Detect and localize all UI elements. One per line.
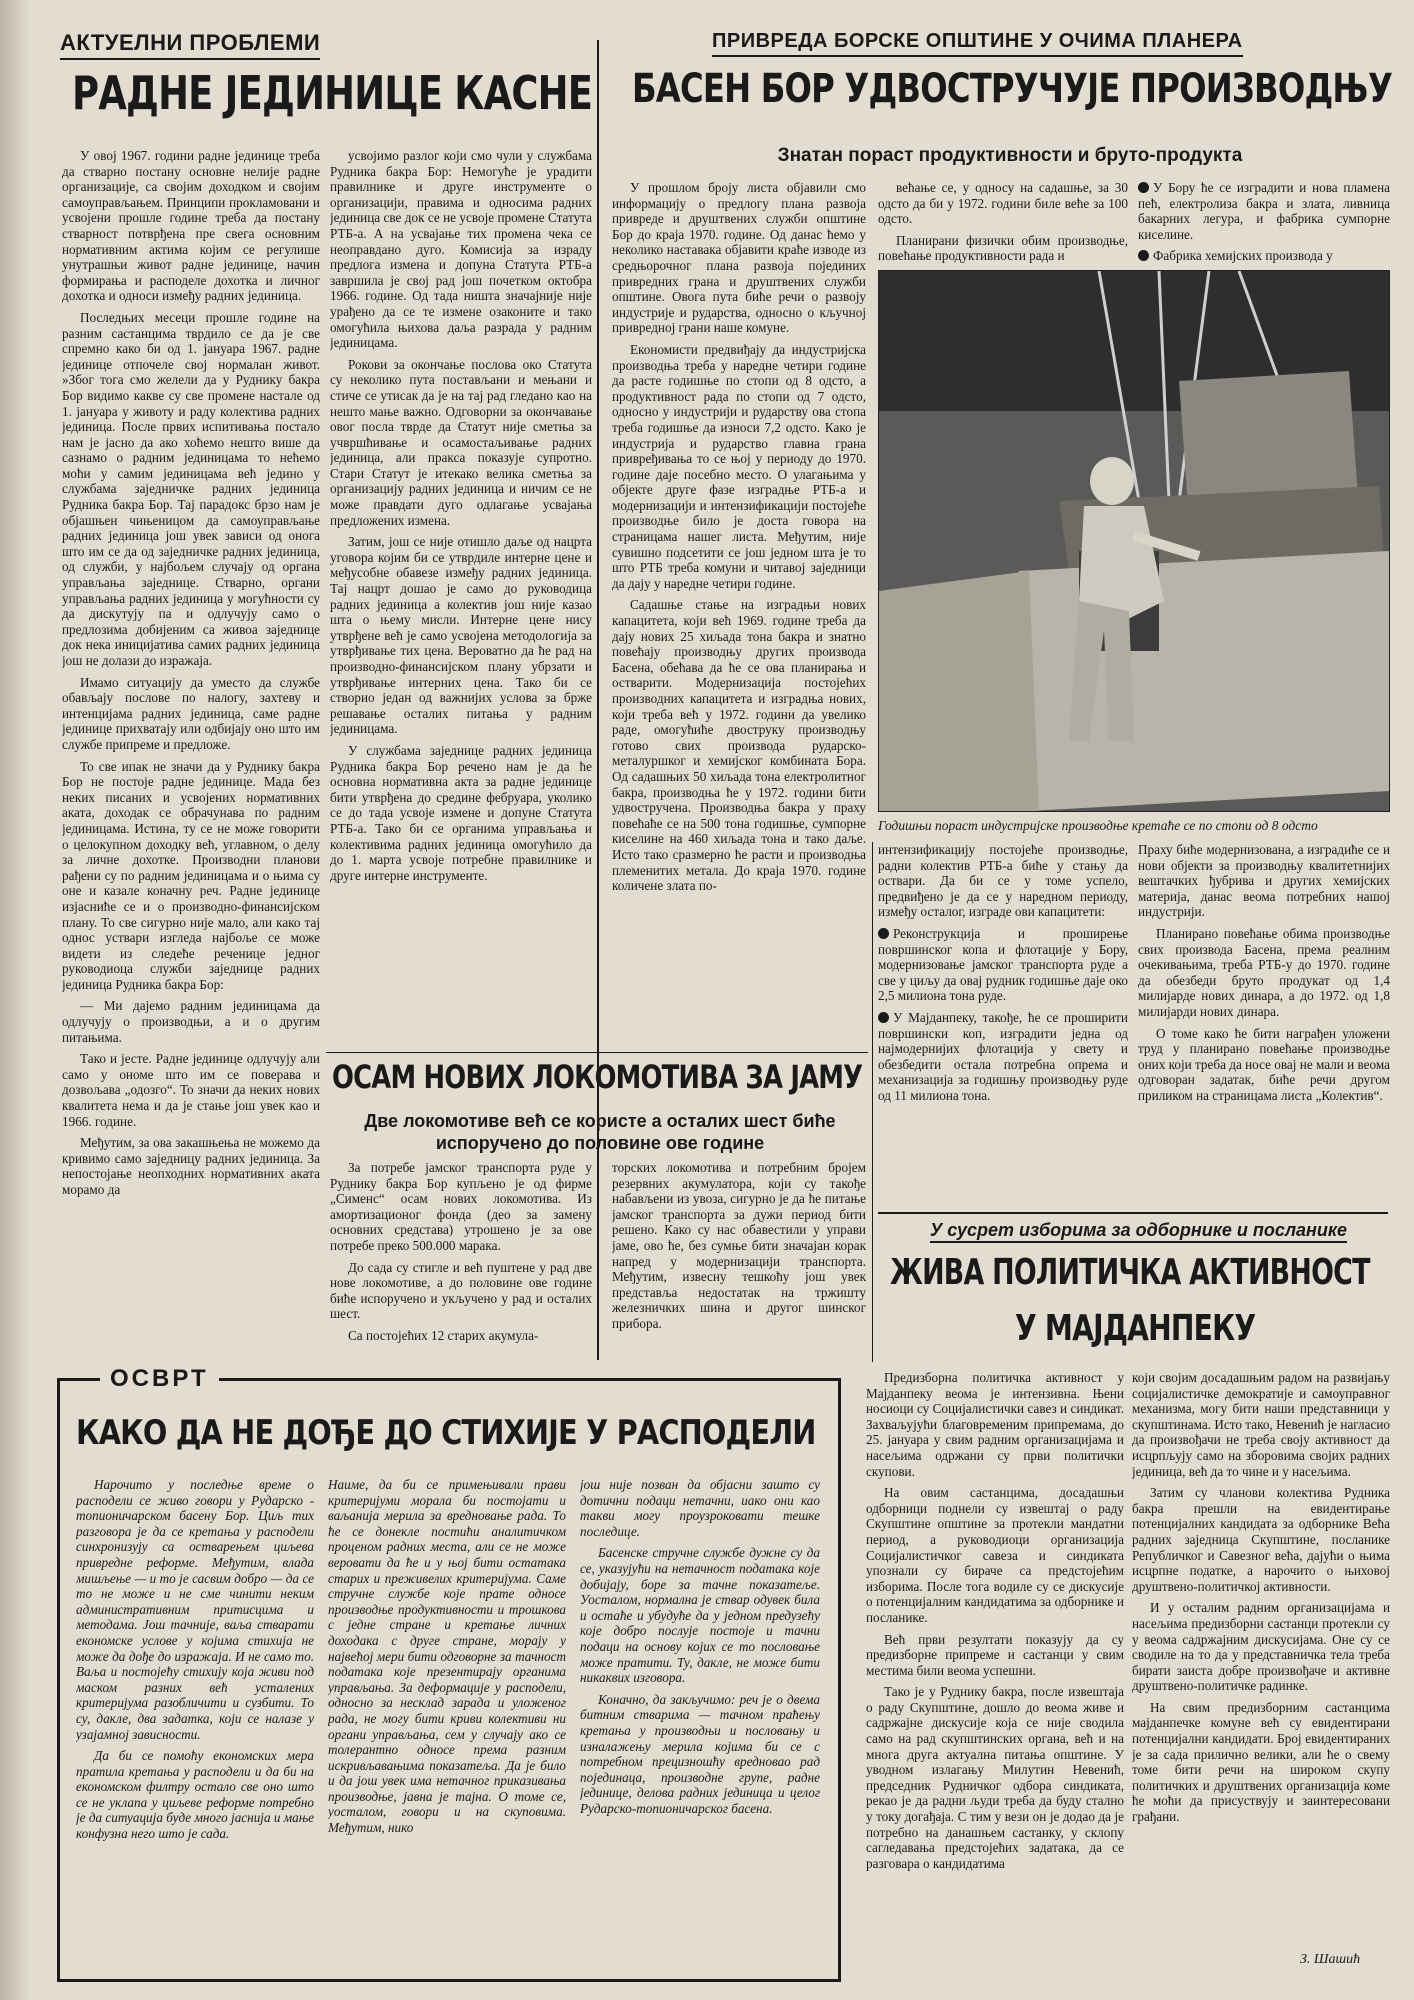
paragraph: За потребе јамског транспорта руде у Руднику бакра Бор купљено је од фирме „Сименс“ осам нових локомотива. Из амортизационог фонда (део за замену основних средстава) утрошено је за ове потребе преко 500.000 марака. [330,1160,592,1253]
bullet-item [878,1010,1128,1104]
photo-worker-copper-ingots [878,270,1390,812]
section-rule [878,1212,1388,1214]
paragraph: Планирани физички обим производње, повећање продуктивности рада и [878,232,1128,264]
right-kicker: ПРИВРЕДА БОРСКЕ ОПШТИНЕ У ОЧИМА ПЛАНЕРА [712,30,1243,57]
paragraph: усвојимо разлог који смо чули у службама Рудника бакра Бор: Немогуће је урадити правилнике и друге инструменте о организацији, правима и односима радних јединица све док се не усвоје промене Статута РТБ-а. А на усвајање тих промена чека се неоправдано дуго. Комисија за израду предлога измена и допуна Статута РТБ-а завршила је свој рад још почетком октобра 1966. године. Од тада ништа значајније није урађено да се те измене озаконите и тако омогућила њихова даља разрада у радним јединицама. [330,148,592,351]
column-rule [872,842,873,1362]
osvrt-col1 [76,1477,314,1969]
osvrt-label: ОСВРТ [100,1365,219,1393]
paragraph: У овој 1967. години радне јединице треба да стварно постану основне нелије радне организације, са својим доходком и својим самоуправљањем. Принципи прокламовани и усвојени прошле године треба да постану стварност потврђена пре свега основним нормативним актима којим се регулише унутрашњи живот радне јединице, начин формирања и расподеле дохотка и личног дохотка и односи између радних јединица. [62,148,320,304]
paragraph: још није позван да објасни зашто су дотични подаци нетачни, иако они као такви могу проузроковати тешке последице. [580,1477,820,1539]
paragraph: О томе како ће бити награђен уложени труд у планирано повећање производње оних који треба да носе овај не мали и веома одговоран задатак, биће речи другом приликом на страницама листа „Колектив“. [1138,1025,1390,1103]
bullet-item [1138,180,1390,242]
paragraph: Затим су чланови колектива Рудника бакра прешли на евидентирање потенцијалних кандидата за одборнике Већа радних заједница Скупштине, посланике Републичког и Савезног већа, дајући о њима исцрпне податке, а нарочито о њиховој друштвено-политичкој активности. [1132,1485,1390,1594]
paragraph: већање се, у односу на садашње, за 30 одсто да би у 1972. години биле веће за 100 одсто. [878,180,1128,227]
left-article-col2 [330,148,592,1128]
paragraph: Тако и јесте. Радне јединице одлучују али само у ономе што им се поверава и дозвољава „одозго“. То значи да неких нових квалитета нема и да је стање још увек као и 1966. године. [62,1051,320,1129]
osvrt-box [57,1365,841,1982]
bullet-icon [1138,250,1149,261]
bullet-icon [1138,182,1149,193]
paragraph: Већ први резултати показују да су предизборне припреме и састанци у свим местима били веома успешни. [866,1631,1124,1678]
paragraph: Да би се помоћу економских мера пратила кретања у расподели и да би на економском филтру остало све оно што се не уклапа у циљеве реформе потребно је да ситуација буде много јаснија и мање конфузна него што је сада. [76,1748,314,1842]
bullet-icon [878,1012,889,1023]
election-col2 [1132,1370,1390,1944]
photo-illustration [879,271,1389,811]
right-article-col2b [878,842,1128,1212]
paragraph: Предизборна политичка активност у Мајданпеку веома је интензивна. Њени носиоци су Социјалистички савез и синдикат. Захваљујући благовременим припремама, до 25. јануара у свим радним организацијама и насељима одржани су први политички скупови. [866,1370,1124,1479]
paragraph: Наиме, да би се примењивали прави критеријуми морала би постојати и ваљанија мерила за вредновање рада. То ће се донекле постићи аналитичком проценом радних места, али се не може веровати да ће и у њој бити остатака старих и преживелих критеријума. Саме стручне службе које прате односе производње продуктивности и трошкова с једне стране и кретање личних доходака с друге стране, морају у највећој мери бити одговорне за тачност података које презентирају органима управљања. За деформације у расподели, односно за несклад зарада и уложеног рада, не могу бити криви колективи ни органи управљања, сем у случају ако се толерантно односе према разним искривљавањима показатеља. Да је било и да још увек има нетачног приказивања производње, јавна је тајна. О томе се, уосталом, говори и на скуповима. Међутим, нико [328,1477,566,1836]
bullet-text: Реконструкција и проширење површинског копа и флотације у Бору, модернизовање јамског транспорта руде а све у циљу да овај рудник годишње даје око 2,5 милиона тона руде. [878,925,1128,1004]
paragraph: Праху биће модернизована, а изградиће се и нови објекти за производњу квалитетнијих вештачких ђубрива и других хемијских материја, данас веома потребних нашој индустрији. [1138,842,1390,920]
paragraph: — Ми дајемо радним јединицама да одлучују о производњи, а и о другим питањима. [62,998,320,1045]
election-kicker: У сусрет изборима за одборнике и посланике [930,1220,1347,1243]
paragraph: Међутим, за ова закашњења не можемо да кривимо само заједницу радних јединица. За непостојање неопходних нормативних аката морамо да [62,1135,320,1197]
osvrt-col2 [328,1477,566,1969]
paragraph: Последњих месеци прошле године на разним састанцима тврдило се да је све спремно како би од 1. јануара 1967. радне јединице отпочеле свој нормалан живот. »Због тога смо желели да у Руднику бакра Бор видимо какве су све промене настале од 1. јануара у животу и раду колектива радних јединица. После првих испитивања постало нам је јасно да ако хоћемо нешто више да сазнамо о радним јединицама то нећемо моћи у самим јединицама већ једино у службама заједничке радних јединица Рудника бакра Бор. Тај парадокс брзо нам је објашњен чињеницом да самоуправљање радних јединица још увек зависи од онога што им се да од заједничке радних јединица, од служби, у најбољем случају од органа управљања заједнице. Стварно, органи управљања радних јединица у могућности су да дискутују па и одлучују само о предлозима добијеним са живоа заједнице док нека иницијатива самих радних јединица још не долази до изражаја. [62,309,320,668]
paragraph: Рокови за окончање послова око Статута су неколико пута постављани и мењани и стиче се утисак да је на тај рад гледано као на нешто мање важно. Одговорни за окончавање овог посла тврде да Статут није сметња за учвршћивање и осамостаљивање радних јединица, али пракса показује супротно. Стари Статут је итекако велика сметња за организацију радних јединица и ничим се не може правдати дуго одлагање усвајања предложених измена. [330,356,592,528]
paragraph: До сада су стигле и већ пуштене у рад две нове локомотиве, а до половине ове године биће испоручено и укључено у рад и осталих шест. [330,1259,592,1322]
paragraph: У прошлом броју листа објавили смо информацију о предлогу плана развоја привреде и друштвених служби општине Бор до краја 1970. године. Од данас ћемо у неколико наставака објавити краће изводе из средњорочног плана развоја појединих привредних грана и друштвених служби општине. Овога пута биће речи о развоју индустрије и рударства, односно о кључној привредној грани наше комуне. [612,180,866,336]
paragraph: торских локомотива и потребним бројем резервних акумулатора, који су такође набављени из увоза, сигурно је да ће питање јамског транспорта за дужи период бити решено. Како су нас обавестили у управи јаме, ово ће, без сумње бити значајан корак напред у модернизацији транспорта. Међутим, извесну тешкоћу још увек представља недостатак на тржишту железничких шина и другог шинског прибора. [612,1160,866,1331]
osvrt-title: КАКО ДА НЕ ДОЂЕ ДО СТИХИЈЕ У РАСПОДЕЛИ [76,1413,816,1453]
paragraph: који својим досадашњим радом на развијању социјалистичке демократије и самоуправног механизма, могу бити наши представници у скупштинама. Исто тако, Невенић је нагласио да произвођачи не треба своју активност да исцрпљују само на зборовима својих радних јединица, већ да то чине и у насељима. [1132,1370,1390,1479]
paragraph: Планирано повећање обима производње свих производа Басена, према реалним очекивањима, треба РТБ-у до 1970. године да обезбеди бруто продукат од 1,4 милијарде нових динара, а до 1972. од 1,8 милијарди нових динара. [1138,925,1390,1019]
paragraph: Економисти предвиђају да индустријска производња треба у наредне четири године да расте годишње по стопи од 8 одсто, а продуктивност рада по стопи од 7 одсто, односно у индустрији и рударству ова стопа треба годишње да износи 7,2 одсто. Како је индустрија и рударство главна грана привређивања то се њој у периоду до 1970. године даје посебно место. О улагањима у објекте друге фазе изградње РТБ-а и модернизацији и интензификацији постојеће производње било је доста говора на страницама нашег листа. Међутим, није сувишно подсетити се још једном шта је то што РТБ треба комуни и читавој заједници да дају у наредне четири године. [612,341,866,591]
left-article-col1 [62,148,320,1346]
paragraph: Имамо ситуацију да уместо да службе обављају послове по налогу, захтеву и интенцијама радних јединица, саме радне јединице прихватају или одбијају оно што им службе припреме и предложе. [62,674,320,752]
bullet-item [878,926,1128,1004]
right-article-col3 [1138,180,1390,268]
locomotive-subtitle: Две локомотиве већ се користе а осталих шест биће испоручено до половине ове године [364,1111,836,1153]
paragraph: Нарочито у последње време о расподели се живо говори у Рударско - топионичарском басену Бор. Циљ тих разговора је да се кретања у расподели синхронизују са остварењем циљева привредне реформе. Међутим, влада мишљење — и то је сасвим добро — да се то не може и не сме чинити неким административним притисцима и методама. Још тачније, ваља стварати економске услове у којима стихија не може да дође до изражаја. И не само то. Ваља и постојећу стихију која живи под маском разних већ усталених критеријума разобличити и сузбити. То су, дакле, два задатка, који се налазе у узајамној зависности. [76,1477,314,1742]
right-article-col2 [878,180,1128,268]
paragraph: Садашње стање на изградњи нових капацитета, који већ 1969. године треба да дају нових 25 хиљада тона бакра и знатно повећају производњу других производа Басена, обећава да ће се ова планирања и остварити. Модернизација постојећих производних капацитета и изградња нових, који треба већ у 1972. години да увелико раде, омогућиће двоструку производњу готово свих производа рударско-металуршког и хемијског комбината Бора. Од садашњих 50 хиљада тона електролитног бакра, производња ће у 1972. години бити удвостручена. Производња бакра у праху повећаће се на 500 тона годишње, сумпорне киселине на 460 хиљада тона и тако даље. Исто тако сразмерно ће расти и производња племенитих метала. До краја 1970. године количене злата по- [612,597,866,894]
paragraph: То све ипак не значи да у Руднику бакра Бор не постоје радне јединице. Мада без неких писаних и усвојених нормативних аката, доходак се обрачунава по радним јединицама. Истина, ту се не може говорити о целокупном доходку већ, углавном, о делу за личне дохотке. Производни планови рађени су по радним јединицама и о њима су оне и казале коначну реч. Радне јединице изјасниће се и о производно-финансијском плану. То све сигурно није мало, али како тај однос уствари изгледа најбоље се може видети из следеће реченице једног руководиоца служби заједнице радних јединица Рудника бакра Бор: [62,758,320,992]
paragraph: интензификацију постојеће производње, радни колектив РТБ-а биће у стању да оствари. Да би се у томе успело, предвиђено је да се у наредном периоду, између осталог, изграде ови капацитети: [878,842,1128,920]
election-title-line2: У МАЈДАНПЕКУ [1015,1308,1256,1349]
paragraph: И у осталим радним организацијама и насељима предизборни састанци протекли су у веома садржајним дискусијама. Оне су се сводиле на то да у представничка тела треба бирати заиста добре произвођаче и активне друштвено-политичке радинке. [1132,1600,1390,1694]
left-kicker: АКТУЕЛНИ ПРОБЛЕМИ [60,30,320,60]
locomotive-title: ОСАМ НОВИХ ЛОКОМОТИВА ЗА ЈАМУ [332,1058,863,1096]
bullet-text: У Мајданпеку, такође, ће се проширити површински коп, изградити једна од најмодернијих флотација у свету и обезбедити остала потребна опрема и механизација за годишњу производњу руде од 11 милиона тона. [878,1009,1128,1103]
paragraph: Са постојећих 12 старих акумула- [348,1327,539,1343]
paragraph: Коначно, да закључимо: реч је о двема битним стварима — тачном праћењу кретања у производњи и пословању и изналажењу мерила којима би се с потребном прецизношћу вредновао рад појединаца, производне групе, радне јединице, делова радних јединица и целог Рударско-топионичарског басена. [580,1691,820,1816]
right-subtitle: Знатан пораст продуктивности и бруто-продукта [777,145,1243,166]
page-edge-shadow [0,0,30,2000]
right-title: БАСЕН БОР УДВОСТРУЧУЈЕ ПРОИЗВОДЊУ [632,66,1393,112]
column-rule [597,40,599,1360]
paragraph: На свим предизборним састанцима мајданпечке комуне већ су евидентирани потенцијални кандидати. Број евидентираних је за сада прилично велики, али ће о свему томе бити речи на широком скупу политичких и друштвених организација коме ће моћи да присуствују и заинтересовани грађани. [1132,1699,1390,1825]
osvrt-col3 [580,1477,820,1969]
section-rule [326,1052,868,1053]
election-signature: З. Шашић [1300,1952,1361,1967]
paragraph: Затим, још се није отишло даље од нацрта уговора којим би се утврдиле интерне цене и међусобне обавезе између радних јединица. Тај нацрт дошао је само до руководица радних јединица а колектив још није казао шта о њему мисли. Интерне цене нису утврђене већ је само усвојена методологија за утврђивање тих цена. Вероватно да ће рад на производно-финансијском плану убрзати и утврђивање интерних цена. Тако би се створио један од важнијих услова за брже решавање осталих питања у радним јединицама. [330,534,592,737]
election-title-line1: ЖИВА ПОЛИТИЧКА АКТИВНОСТ [890,1252,1370,1293]
paragraph: Басенске стручне службе дужне су да се, указујући на нетачност података које добијају, боре за тачне показатеље. Уосталом, нормална је ствар одувек била и остаће и убудуће да у једном предузећу које добро послује постоје и тачни подаци на основу којих се то пословање може пратити. Ту, дакле, не може бити никаквих изговора. [580,1545,820,1686]
left-title: РАДНЕ ЈЕДИНИЦЕ КАСНЕ [72,66,593,120]
paragraph: Тако је у Руднику бакра, после извештаја о раду Скупштине, дошло до веома живе и садржајне дискусије која се није сводила само на рад скупштинских органа, већ и на многа друга актуална питања општине. У уводном излагању Милутин Невенић, председник Рудничког одбора синдиката, рекао је да радни људи треба да буду стално у току догађаја. С тим у вези он је додао да је потребно на данашњем састанку, у склопу сагледавања предстојећих задатака, да се разговара о кандидатима [866,1684,1124,1871]
bullet-item [1138,248,1390,264]
election-col1 [866,1370,1124,1976]
locomotive-col1 [330,1160,592,1356]
locomotive-col2 [612,1160,866,1356]
paragraph: На овим састанцима, досадашњи одборници поднели су извештај о раду Скупштине општине за протекли мандатни период, а руководиоци организација Социјалистичког савеза и синдиката упознали су бираче са предстојећим изборима. После тога водиле су се дискусије о потенцијалним кандидатима за одборнике и посланике. [866,1485,1124,1625]
right-article-col3b [1138,842,1390,1212]
bullet-text: Фабрика хемијских производа у [1153,248,1333,264]
bullet-text: У Бору ће се изградити и нова пламена пећ, електролиза бакра и злата, ливница бакарних легура, и фабрика сумпорне киселине. [1138,180,1390,242]
photo-caption: Годишњи пораст индустријске производње кретаће се по стопи од 8 одсто [878,818,1318,833]
bullet-icon [878,928,889,939]
paragraph: У службама заједнице радних јединица Рудника бакра Бор речено нам је да ће основна нормативна акта за радне јединице бити утврђена до средине фебруара, уколико се до тада усвоје измене и допуне Статута РТБ-а. Тако би се органима управљања и колективима радних јединица омогућило да до 1. марта усвоје потребне правилнике и друге интерне инструменте. [330,742,592,883]
